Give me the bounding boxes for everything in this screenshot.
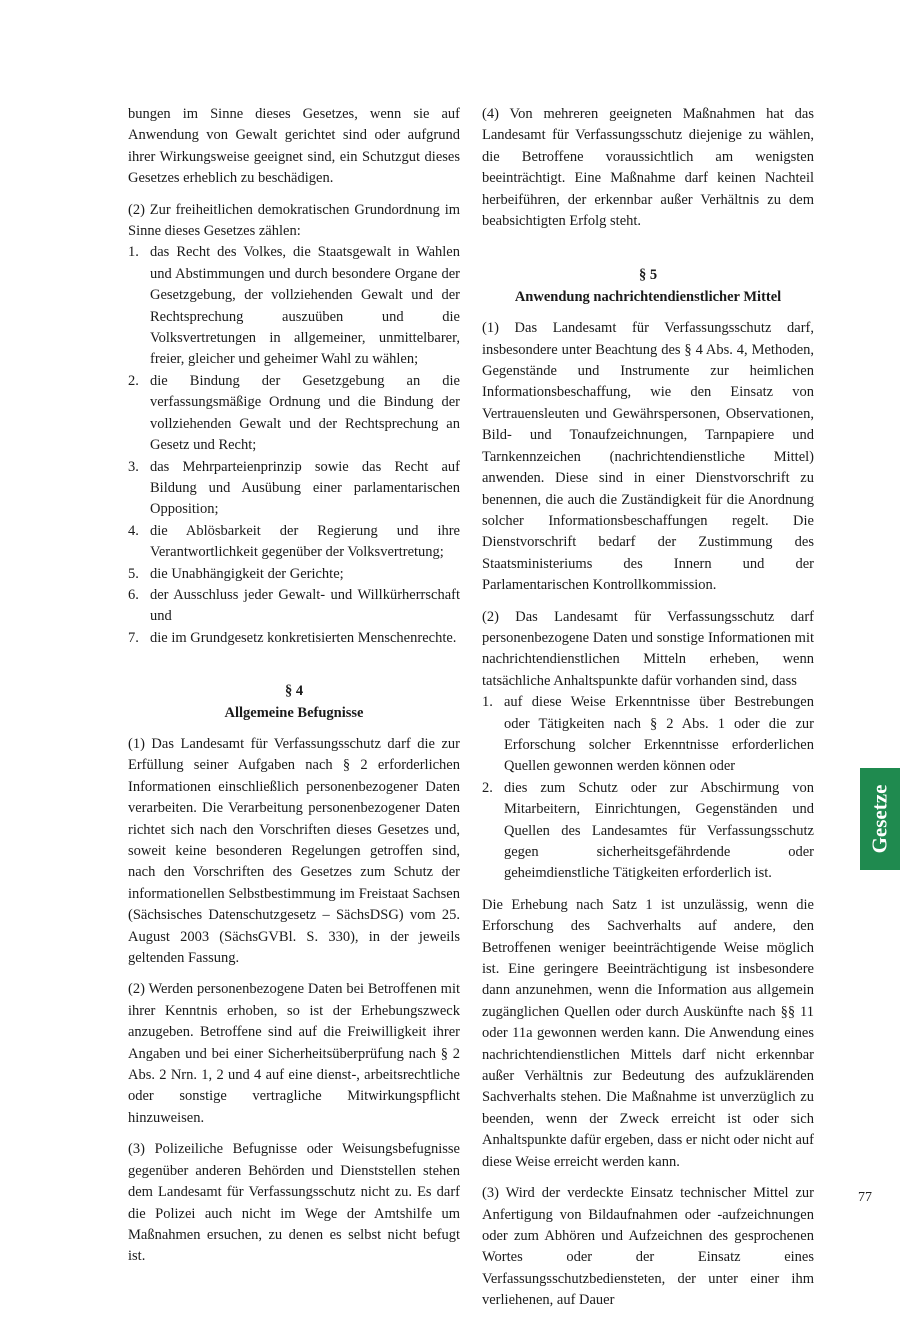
list-item: 5. die Unabhängigkeit der Gerichte;: [128, 565, 344, 582]
section-tab-label: Gesetze: [867, 784, 892, 854]
paragraph-5-1: (1) Das Landesamt für Verfassungsschutz darf, insbesondere unter Beachtung des § 4 Abs. 4, Methoden, Gegenstände und Instrumente zur heimlichen Informationsbeschaffung, wie den Einsatz von Vertrauensleuten und Gewährspersonen, Observationen, Bild- und Tonaufzeichnungen, Tarnpapiere und Tarnkennzeichen (nachrichtendienstliche Mittel) anwenden. Diese sind in einer Dienstvorschrift zu benennen, die auch die Zuständigkeit für die Anordnung solcher Informationsbeschaffungen regelt. Die Dienstvorschrift bedarf der Zustimmung des Staatsministeriums des Innern und der Parlamentarischen Kontrollkommission.: [482, 320, 814, 594]
section-4-heading: [128, 681, 460, 724]
conditions-list: [482, 692, 814, 885]
section-5-title: Anwendung nachrichtendienstlicher Mittel: [514, 288, 782, 305]
paragraph-5-2: (2) Das Landesamt für Verfassungsschutz darf personenbezogene Daten und sonstige Informationen mit nachrichtendienstlichen Mitteln erheben, wenn tatsächliche Anhaltspunkte dafür vorhanden sind, dass: [482, 608, 814, 689]
list-item: 2. die Bindung der Gesetzgebung an die verfassungsmäßige Ordnung und die Bindung der vollziehenden Gewalt und der Rechtsprechung an Gesetz und Recht;: [128, 372, 460, 454]
section-tab: [860, 768, 900, 870]
section-4-title: Allgemeine Befugnisse: [224, 704, 364, 721]
section-5-number: § 5: [638, 267, 658, 284]
paragraph-3-2: (2) Zur freiheitlichen demokratischen Grundordnung im Sinne dieses Gesetzes zählen:: [128, 201, 460, 240]
list-item: 1. auf diese Weise Erkenntnisse über Bestrebungen oder Tätigkeiten nach § 2 Abs. 1 oder die zur Erforschung solcher Erkenntnisse erforderlichen Quellen gewonnen werden können oder: [482, 694, 814, 775]
list-item: 2. dies zum Schutz oder zur Abschirmung von Mitarbeitern, Einrichtungen, Gegenständen und Quellen des Landesamtes für Verfassungsschutz gegen sicherheitsgefährdende oder geheimdienstliche Tätigkeiten erforderlich ist.: [482, 779, 814, 882]
list-item: 3. das Mehrparteienprinzip sowie das Recht auf Bildung und Ausübung einer parlamentarischen Opposition;: [128, 458, 460, 518]
list-item: 7. die im Grundgesetz konkretisierten Menschenrechte.: [128, 629, 457, 646]
right-column: [482, 104, 814, 1322]
paragraph-4-3: (3) Polizeiliche Befugnisse oder Weisungsbefugnisse gegenüber anderen Behörden und Dienststellen stehen dem Landesamt für Verfassungsschutz nicht zu. Es darf die Polizei auch nicht im Wege der Amtshilfe um Maßnahmen ersuchen, zu denen es selbst nicht befugt ist.: [128, 1141, 460, 1265]
paragraph-4-1: (1) Das Landesamt für Verfassungsschutz darf die zur Erfüllung seiner Aufgaben nach § 2 erforderlichen Informationen einschließlich personenbezogener Daten verarbeiten. Die Verarbeitung personenbezogener Daten richtet sich nach den Vorschriften dieses Gesetzes und, soweit keine besonderen Regelungen getroffen sind, nach den Vorschriften des Gesetzes zum Schutz der informationellen Selbstbestimmung im Freistaat Sachsen (Sächsisches Datenschutzgesetz – SächsDSG) vom 25. August 2003 (SächsGVBl. S. 330), in der jeweils geltenden Fassung.: [128, 735, 460, 967]
section-4-number: § 4: [284, 683, 304, 700]
paragraph-5-2-continued: Die Erhebung nach Satz 1 ist unzulässig, wenn die Erforschung des Sachverhalts auf andere, den Betroffenen weniger beeinträchtigende Weise möglich ist. Eine geringere Beeinträchtigung ist insbesondere dann anzunehmen, wenn die Information aus allgemein zugänglichen Quellen oder durch Auskünfte nach §§ 11 oder 11a gewonnen werden kann. Die Anwendung eines nachrichtendienstlichen Mittels darf nicht erkennbar außer Verhältnis zur Bedeutung des aufzuklärenden Sachverhalts stehen. Die Maßnahme ist unverzüglich zu beenden, wenn der Zweck erreicht ist oder sich Anhaltspunkte dafür ergeben, dass er nicht oder nicht auf diese Weise erreicht werden kann.: [482, 896, 814, 1170]
list-item: 6. der Ausschluss jeder Gewalt- und Willkürherrschaft und: [128, 586, 460, 625]
paragraph-5-3: (3) Wird der verdeckte Einsatz technischer Mittel zur Anfertigung von Bildaufnahmen oder -aufzeichnungen oder zum Abhören und Aufzeichnen des gesprochenen Wortes oder der Einsatz eines Verfassungsschutzbediensteten, der unter einer ihm verliehenen, auf Dauer: [482, 1185, 814, 1309]
section-5-heading: [482, 265, 814, 308]
list-item: 1. das Recht des Volkes, die Staatsgewalt in Wahlen und Abstimmungen und durch besondere Organe der Gesetzgebung, der vollziehenden Gewalt und der Rechtsprechung auszuüben und die Volksvertretungen in allgemeiner, unmittelbarer, freier, gleicher und geheimer Wahl zu wählen;: [128, 244, 460, 368]
fdgo-list: [128, 242, 460, 649]
page-number: 77: [858, 1190, 872, 1205]
intro-paragraph: bungen im Sinne dieses Gesetzes, wenn sie auf Anwendung von Gewalt gerichtet sind oder aufgrund ihrer Wirkungsweise geeignet sind, ein Schutzgut dieses Gesetzes erheblich zu beschädigen.: [128, 106, 460, 187]
paragraph-4-4: (4) Von mehreren geeigneten Maßnahmen hat das Landesamt für Verfassungsschutz diejenige zu wählen, die Betroffene voraussichtlich am wenigsten beeinträchtigt. Eine Maßnahme darf keinen Nachteil herbeiführen, der erkennbar außer Verhältnis zu dem beabsichtigten Erfolg steht.: [482, 106, 814, 230]
list-item: 4. die Ablösbarkeit der Regierung und ihre Verantwortlichkeit gegenüber der Volksvertretung;: [128, 522, 460, 561]
left-column: [128, 104, 460, 1278]
paragraph-4-2: (2) Werden personenbezogene Daten bei Betroffenen mit ihrer Kenntnis erhoben, so ist der Erhebungszweck anzugeben. Betroffene sind auf die Freiwilligkeit ihrer Angaben und bei einer Sicherheitsüberprüfung nach § 2 Abs. 2 Nrn. 1, 2 und 4 auf eine dienst-, arbeitsrechtliche oder sonstige vertragliche Mitwirkungspflicht hinzuweisen.: [128, 981, 460, 1126]
